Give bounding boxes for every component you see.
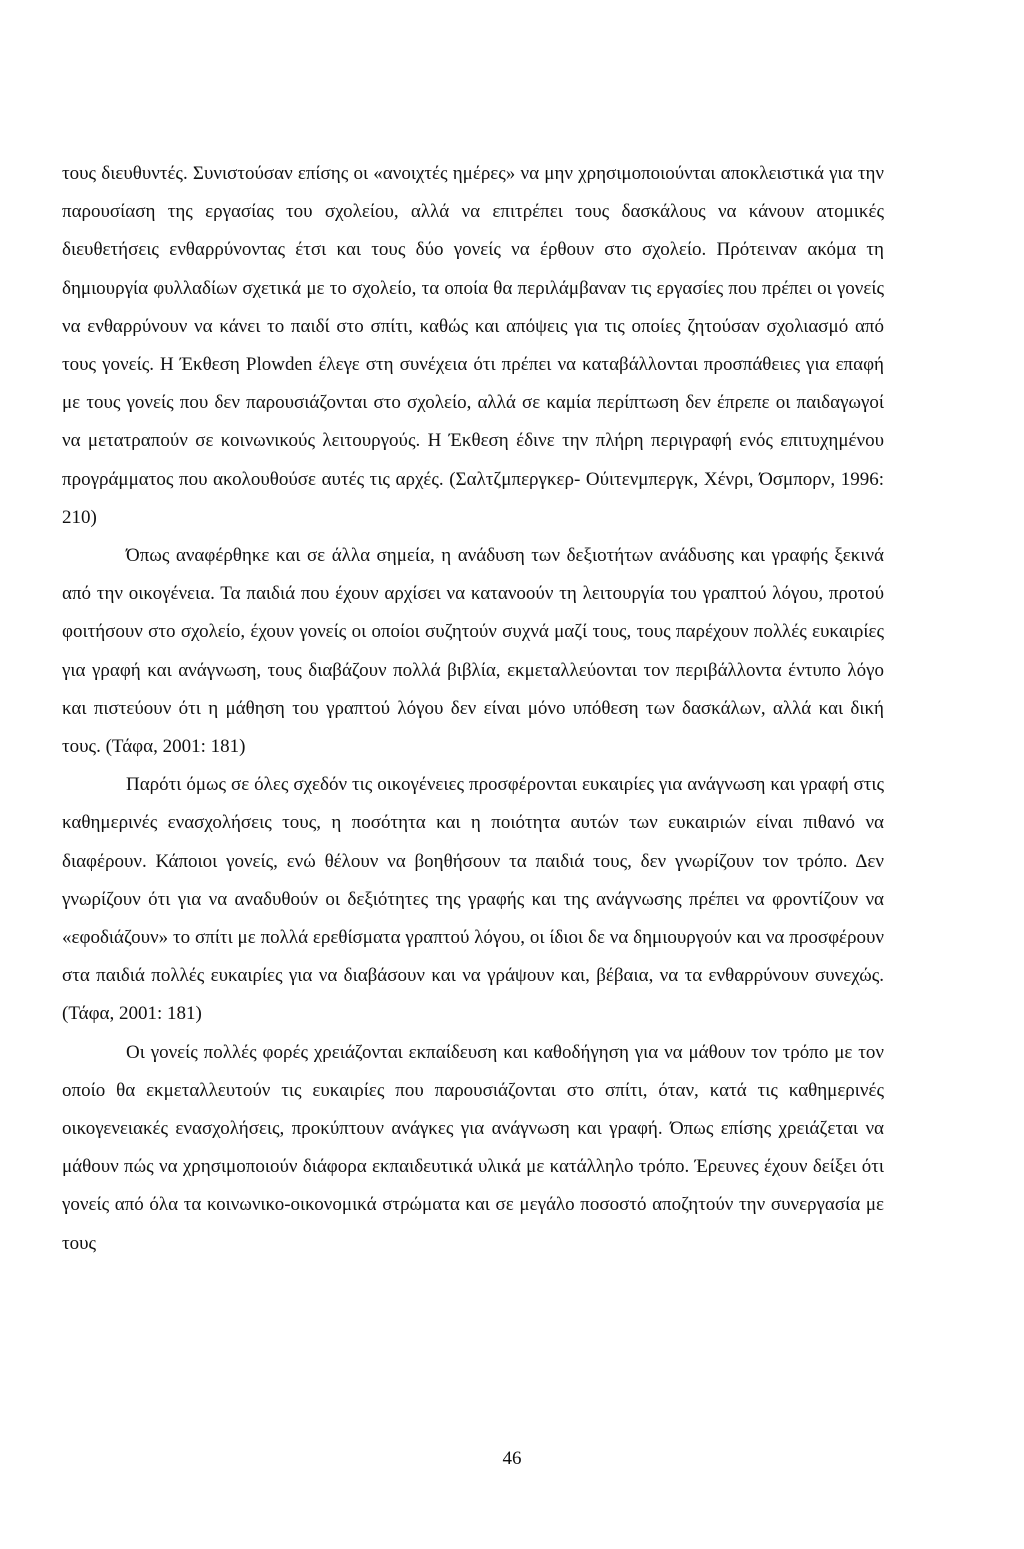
paragraph-family-literacy: Όπως αναφέρθηκε και σε άλλα σημεία, η ανάδυση των δεξιοτήτων ανάδυσης και γραφής ξεκινά από την οικογένεια. Τα παιδιά που έχουν αρχίσει να κατανοούν τη λειτουργία του γραπτού λόγου, προτού φοιτήσουν στο σχολείο, έχουν γονείς οι οποίοι συζητούν συχνά μαζί τους, τους παρέχουν πολλές ευκαιρίες για γραφή και ανάγνωση, τους διαβάζουν πολλά βιβλία, εκμεταλλεύονται τον περιβάλλοντα έντυπο λόγο και πιστεύουν ότι η μάθηση του γραπτού λόγου δεν είναι μόνο υπόθεση των δασκάλων, αλλά και δική τους. (Τάφα, 2001: 181) xyxy=(62,545,884,758)
page-number: 46 xyxy=(502,1448,522,1469)
paragraph-parent-training: Οι γονείς πολλές φορές χρειάζονται εκπαίδευση και καθοδήγηση για να μάθουν τον τρόπο με τον οποίο θα εκμεταλλευτούν τις ευκαιρίες που παρουσιάζονται στο σπίτι, όταν, κατά τις καθημερινές οικογενειακές ενασχολήσεις, προκύπτουν ανάγκες για ανάγνωση και γραφή. Όπως επίσης χρειάζεται να μάθουν πώς να χρησιμοποιούν διάφορα εκπαιδευτικά υλικά με κατάλληλο τρόπο. Έρευνες έχουν δείξει ότι γονείς από όλα τα κοινωνικο-οικονομικά στρώματα και σε μεγάλο ποσοστό αποζητούν την συνεργασία με τους xyxy=(62,1041,884,1254)
paragraph-plowden-report: τους διευθυντές. Συνιστούσαν επίσης οι «ανοιχτές ημέρες» να μην χρησιμοποιούνται αποκλειστικά για την παρουσίαση της εργασίας του σχολείου, αλλά να επιτρέπει τους δασκάλους να κάνουν ατομικές διευθετήσεις ενθαρρύνοντας έτσι και τους δύο γονείς να έρθουν στο σχολείο. Πρότειναν ακόμα τη δημιουργία φυλλαδίων σχετικά με το σχολείο, τα οποία θα περιλάμβαναν τις εργασίες που πρέπει οι γονείς να ενθαρρύνουν να κάνει το παιδί στο σπίτι, καθώς και απόψεις για τις οποίες ζητούσαν σχολιασμό από τους γονείς. Η Έκθεση Plowden έλεγε στη συνέχεια ότι πρέπει να καταβάλλονται προσπάθειες για επαφή με τους γονείς που δεν παρουσιάζονται στο σχολείο, αλλά σε καμία περίπτωση δεν έπρεπε οι παιδαγωγοί να μετατραπούν σε κοινωνικούς λειτουργούς. Η Έκθεση έδινε την πλήρη περιγραφή ενός επιτυχημένου προγράμματος που ακολουθούσε αυτές τις αρχές. (Σαλτζμπεργκερ- Ούιτενμπεργκ, Χένρι, Όσμπορν, 1996: 210) xyxy=(62,163,884,528)
body-text xyxy=(62,155,884,1263)
paragraph-home-opportunities: Παρότι όμως σε όλες σχεδόν τις οικογένειες προσφέρονται ευκαιρίες για ανάγνωση και γραφή στις καθημερινές ενασχολήσεις τους, η ποσότητα και η ποιότητα αυτών των ευκαιριών είναι πιθανό να διαφέρουν. Κάποιοι γονείς, ενώ θέλουν να βοηθήσουν τα παιδιά τους, δεν γνωρίζουν τον τρόπο. Δεν γνωρίζουν ότι για να αναδυθούν οι δεξιότητες της γραφής και της ανάγνωσης πρέπει να φροντίζουν να «εφοδιάζουν» το σπίτι με πολλά ερεθίσματα γραπτού λόγου, οι ίδιοι δε να δημιουργούν και να προσφέρουν στα παιδιά πολλές ευκαιρίες για να διαβάσουν και να γράψουν και, βέβαια, να τα ενθαρρύνουν συνεχώς. (Τάφα, 2001: 181) xyxy=(62,774,884,1025)
